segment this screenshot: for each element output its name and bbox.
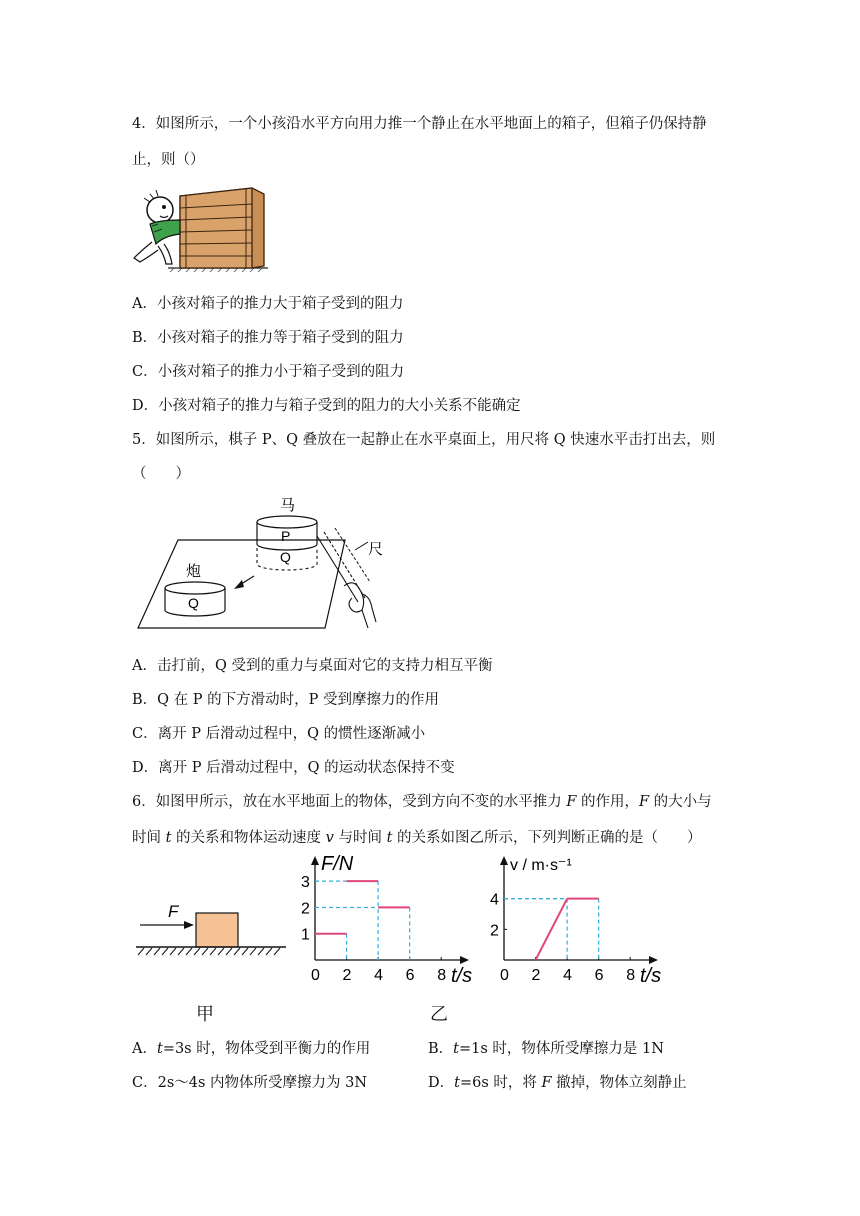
x-tick-label: 2 <box>531 967 541 984</box>
x-tick-label: 4 <box>374 967 384 984</box>
q6-figure-yi-label: 乙 <box>430 1004 448 1025</box>
q5-stem-line1: 5．如图所示，棋子 P、Q 叠放在一起静止在水平桌面上，用尺将 Q 快速水平击打出去，则 <box>132 432 716 448</box>
y-tick-label: 2 <box>301 900 310 918</box>
q5-option-c: C．离开 P 后滑动过程中，Q 的惯性逐渐减小 <box>132 726 426 742</box>
y-tick-label: 4 <box>490 891 499 909</box>
x-tick-label: 0 <box>311 967 320 984</box>
x-axis-arrow <box>460 956 469 964</box>
q5-option-d: D．离开 P 后滑动过程中，Q 的运动状态保持不变 <box>132 760 455 776</box>
q6-option-c: C．2s～4s 内物体所受摩擦力为 3N <box>132 1075 368 1091</box>
q6-velocity-time-chart <box>484 852 664 988</box>
q6-option-a: A．t=3s 时，物体受到平衡力的作用 <box>132 1041 371 1057</box>
q5-flying-piece-name: 炮 <box>186 563 202 580</box>
y-axis-label: v / m·s⁻¹ <box>510 857 572 874</box>
x-tick-label: 0 <box>500 967 509 984</box>
q5-top-piece-name: 马 <box>280 497 296 514</box>
x-axis-label: t/s <box>451 965 473 987</box>
q6-figure-jia-label: 甲 <box>196 1004 214 1025</box>
x-tick-label: 4 <box>563 967 573 984</box>
q5-figure-chess-pieces <box>130 490 400 640</box>
q5-option-a: A．击打前，Q 受到的重力与桌面对它的支持力相互平衡 <box>132 658 493 674</box>
q6-figure-jia-block <box>130 895 290 965</box>
x-axis-label: t/s <box>640 965 662 987</box>
q6-option-d: D．t=6s 时，将 F 撤掉，物体立刻静止 <box>428 1075 687 1091</box>
y-axis-label: F/N <box>321 853 354 875</box>
q6-stem-line2: 时间 t 的关系和物体运动速度 v 与时间 t 的关系如图乙所示，下列判断正确的是（ ） <box>132 830 702 846</box>
q4-option-d: D．小孩对箱子的推力与箱子受到的阻力的大小关系不能确定 <box>132 398 521 414</box>
y-axis-arrow <box>500 856 508 865</box>
q4-option-c: C．小孩对箱子的推力小于箱子受到的阻力 <box>132 364 405 380</box>
q4-option-b: B．小孩对箱子的推力等于箱子受到的阻力 <box>132 330 404 346</box>
q4-option-a: A．小孩对箱子的推力大于箱子受到的阻力 <box>132 296 404 312</box>
q5-top-piece-letter: P <box>281 528 291 544</box>
q6-stem-line1: 6．如图甲所示，放在水平地面上的物体，受到方向不变的水平推力 F 的作用，F 的大小与 <box>132 794 712 810</box>
x-tick-label: 6 <box>405 967 415 984</box>
x-tick-label: 6 <box>594 967 604 984</box>
y-axis-arrow <box>311 856 319 865</box>
q5-stem-line2: （ ） <box>132 466 190 482</box>
q6-option-b: B．t=1s 时，物体所受摩擦力是 1N <box>428 1041 664 1057</box>
q5-ruler-label: 尺 <box>368 541 384 558</box>
x-tick-label: 8 <box>437 967 447 984</box>
y-tick-label: 1 <box>301 926 310 944</box>
q5-option-b: B．Q 在 P 的下方滑动时，P 受到摩擦力的作用 <box>132 692 439 708</box>
x-axis-arrow <box>649 956 658 964</box>
q6-force-label: F <box>168 902 179 921</box>
q4-stem-line1: 4．如图所示，一个小孩沿水平方向用力推一个静止在水平地面上的箱子，但箱子仍保持静 <box>132 116 707 132</box>
x-tick-label: 2 <box>342 967 352 984</box>
q4-stem-line2: 止，则（） <box>132 152 205 168</box>
q5-flying-piece-letter: Q <box>188 595 199 611</box>
q5-bottom-piece-letter: Q <box>280 549 291 565</box>
q4-figure-child-pushing-box <box>130 182 270 274</box>
y-tick-label: 2 <box>490 922 499 940</box>
y-tick-label: 3 <box>301 874 310 892</box>
data-segment <box>536 899 568 960</box>
q6-force-time-chart <box>295 852 475 988</box>
x-tick-label: 8 <box>626 967 636 984</box>
